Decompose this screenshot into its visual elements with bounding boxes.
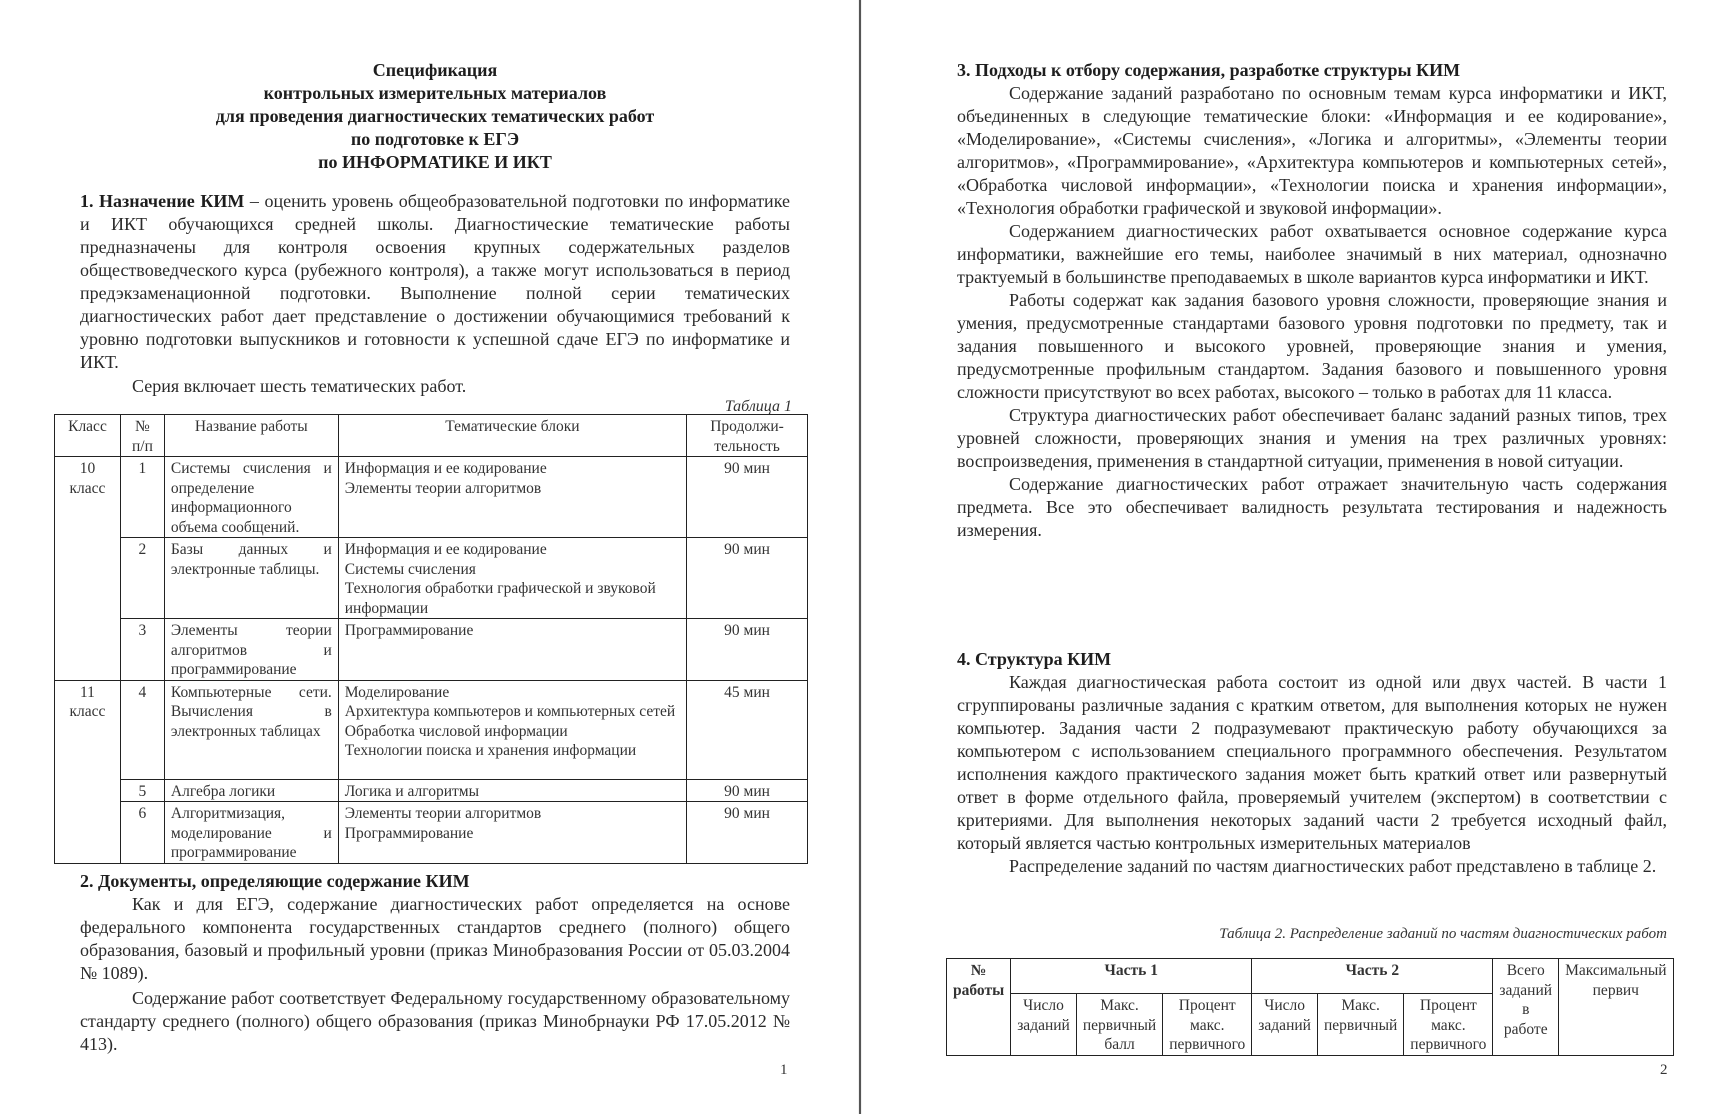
work-name: Алгебра логики [164, 779, 338, 802]
section-3-para: Структура диагностических работ обеспечивает баланс заданий разных типов, трех уровней сложности, проверяющих знания и умения на трех различных уровнях: воспроизведения, применения в стандартной ситуации, применения в новой ситуации. [957, 405, 1667, 471]
block-item: Моделирование [344, 683, 450, 701]
subheader: Макс. первичный [1317, 994, 1403, 1056]
block-item: Технологии поиска и хранения информации [344, 742, 637, 759]
section-3-heading: 3. Подходы к отбору содержания, разработке структуры КИМ [957, 60, 1461, 80]
duration: 90 мин [687, 802, 808, 864]
table-row [55, 779, 808, 802]
work-name: Элементы теории алгоритмов и программирование [164, 619, 338, 681]
work-name: Компьютерные сети. Вычисления в электронных таблицах [164, 680, 338, 779]
class-cell: 10 класс [55, 457, 121, 681]
block-item: Системы счисления [344, 560, 476, 578]
section-1-text: – оценить уровень общеобразовательной подготовки по информатике и ИКТ обучающихся средней школы. Диагностические тематические работы предназначены для контроля освоения крупных содержательных разделов обществоведческого курса (рубежного контроля), а также могут использоваться в период предэкзаменационной подготовки. Выполнение полной серии тематических диагностических работ дает представление о достижении обучающимися требований к уровню подготовки выпускников и готовности к успешной сдаче ЕГЭ по информатике и ИКТ. [80, 191, 790, 372]
title-line: контрольных измерительных материалов [263, 83, 607, 103]
header-max-score: Максимальный первич [1559, 959, 1674, 1056]
subheader: Макс. первичный балл [1076, 994, 1162, 1056]
section-3-para: Содержанием диагностических работ охватывается основное содержание курса информатики, важнейшие его темы, наиболее значимый в них материал, однозначно трактуемый в большинстве преподаваемых в школе вариантов курса информатики и ИКТ. [957, 221, 1667, 287]
table-row [55, 680, 808, 779]
block-item: Логика и алгоритмы [344, 782, 480, 800]
block-item: Элементы теории алгоритмов [344, 479, 542, 497]
duration: 90 мин [687, 779, 808, 802]
section-1-heading: 1. Назначение КИМ [80, 191, 245, 211]
header-work-name: Название работы [164, 415, 338, 457]
block-item: Элементы теории алгоритмов [344, 805, 542, 822]
page-1 [0, 0, 858, 1114]
section-2-heading: 2. Документы, определяющие содержание КИМ [80, 871, 470, 891]
section-4-body [957, 671, 1667, 878]
title-line: по ИНФОРМАТИКЕ И ИКТ [318, 152, 552, 172]
row-number: 5 [120, 779, 164, 802]
table-2 [946, 958, 1674, 1056]
block-item: Программирование [344, 824, 474, 842]
subheader: Процент макс. первичного [1404, 994, 1493, 1056]
section-4-para: Распределение заданий по частям диагностических работ представлено в таблице 2. [1009, 856, 1657, 876]
section-1-purpose [80, 190, 790, 374]
table-1 [54, 414, 808, 864]
duration: 90 мин [687, 457, 808, 538]
table-row [55, 619, 808, 681]
block-item: Информация и ее кодирование [344, 541, 547, 558]
duration: 90 мин [687, 619, 808, 681]
duration: 90 мин [687, 538, 808, 619]
thematic-blocks [338, 619, 686, 681]
header-work-number: № работы [947, 959, 1011, 1056]
title-line: для проведения диагностических тематических работ [215, 106, 655, 126]
page-number: 1 [780, 1062, 788, 1078]
work-name: Базы данных и электронные таблицы. [164, 538, 338, 619]
thematic-blocks [338, 802, 686, 864]
block-item: Информация и ее кодирование [344, 460, 547, 477]
header-part-2: Часть 2 [1252, 959, 1493, 994]
subheader: Число заданий [1011, 994, 1077, 1056]
table-1-caption: Таблица 1 [724, 398, 792, 415]
thematic-blocks [338, 457, 686, 538]
title-line: Спецификация [372, 60, 498, 80]
block-item: Архитектура компьютеров и компьютерных сетей [344, 703, 676, 720]
table-header-row [947, 959, 1674, 994]
subheader: Процент макс. первичного [1163, 994, 1252, 1056]
section-2-para-2: Содержание работ соответствует Федеральному государственному образовательному стандарту среднего (полного) общего образования (приказ Минобрнауки РФ 17.05.2012 № 413). [80, 988, 790, 1054]
subheader: Число заданий [1252, 994, 1318, 1056]
work-name: Алгоритмизация, моделирование и программирование [164, 802, 338, 864]
section-3-para: Содержание заданий разработано по основным темам курса информатики и ИКТ, объединенных в следующие тематические блоки: «Информация и ее кодирование», «Моделирование», «Системы счисления», «Логика и алгоритмы», «Элементы теории алгоритмов», «Программирование», «Архитектура компьютеров и компьютерных сетей», «Обработка числовой информации», «Технологии поиска и хранения информации», «Технология обработки графической и звуковой информации». [957, 83, 1667, 218]
row-number: 4 [120, 680, 164, 779]
thematic-blocks [338, 779, 686, 802]
thematic-blocks [338, 538, 686, 619]
page-number: 2 [1660, 1062, 1668, 1078]
section-3-para: Работы содержат как задания базового уровня сложности, проверяющие знания и умения, предусмотренные стандартами базового уровня подготовки по предмету, так и задания повышенного и высокого уровней, проверяющие знания и умения, предусмотренные профильным стандартом. Задания базового и повышенного уровня сложности присутствуют во всех работах, высокого – только в работах для 11 класса. [957, 290, 1667, 402]
thematic-blocks [338, 680, 686, 779]
section-2-para-1: Как и для ЕГЭ, содержание диагностических работ определяется на основе федерального компонента государственных стандартов среднего (полного) общего образования, базовый и профильный уровни (приказ Минобразования России от 05.03.2004 № 1089). [80, 894, 790, 983]
table-2-caption: Таблица 2. Распределение заданий по частям диагностических работ [1219, 926, 1667, 942]
row-number: 2 [120, 538, 164, 619]
series-text: Серия включает шесть тематических работ. [132, 376, 467, 396]
section-3-para: Содержание диагностических работ отражает значительную часть содержания предмета. Все это обеспечивает валидность результата тестирования и надежность измерения. [957, 474, 1667, 540]
row-number: 3 [120, 619, 164, 681]
block-item: Обработка числовой информации [344, 722, 568, 740]
header-thematic-blocks: Тематические блоки [338, 415, 686, 457]
header-duration: Продолжи-тельность [687, 415, 808, 457]
header-class: Класс [55, 415, 121, 457]
table-row [55, 538, 808, 619]
block-item: Программирование [344, 622, 474, 639]
work-name: Системы счисления и определение информационного объема сообщений. [164, 457, 338, 538]
header-number: № п/п [120, 415, 164, 457]
header-part-1: Часть 1 [1011, 959, 1252, 994]
header-total-tasks: Всего заданий в работе [1493, 959, 1559, 1056]
title-line: по подготовке к ЕГЭ [350, 129, 520, 149]
row-number: 6 [120, 802, 164, 864]
table-header-row [55, 415, 808, 457]
row-number: 1 [120, 457, 164, 538]
table-row [55, 457, 808, 538]
duration: 45 мин [687, 680, 808, 779]
block-item: Технология обработки графической и звуковой информации [344, 580, 656, 617]
section-4-para: Каждая диагностическая работа состоит из одной или двух частей. В части 1 сгруппированы различные задания с кратким ответом, для выполнения которых не нужен компьютер. Задания части 2 подразумевают практическую работу обучающихся за компьютером с использованием специального программного обеспечения. Результатом исполнения каждого практического задания может быть краткий ответ или развернутый ответ в форме отдельного файла, проверяемый учителем (экспертом) в соответствии с критериями. Для выполнения некоторых заданий части 2 требуется исходный файл, который является частью контрольных измерительных материалов [957, 672, 1667, 853]
document-title [80, 59, 790, 174]
page-2 [862, 0, 1727, 1114]
section-3-body [957, 82, 1667, 542]
section-4-heading: 4. Структура КИМ [957, 649, 1112, 669]
class-cell: 11 класс [55, 680, 121, 863]
table-row [55, 802, 808, 864]
